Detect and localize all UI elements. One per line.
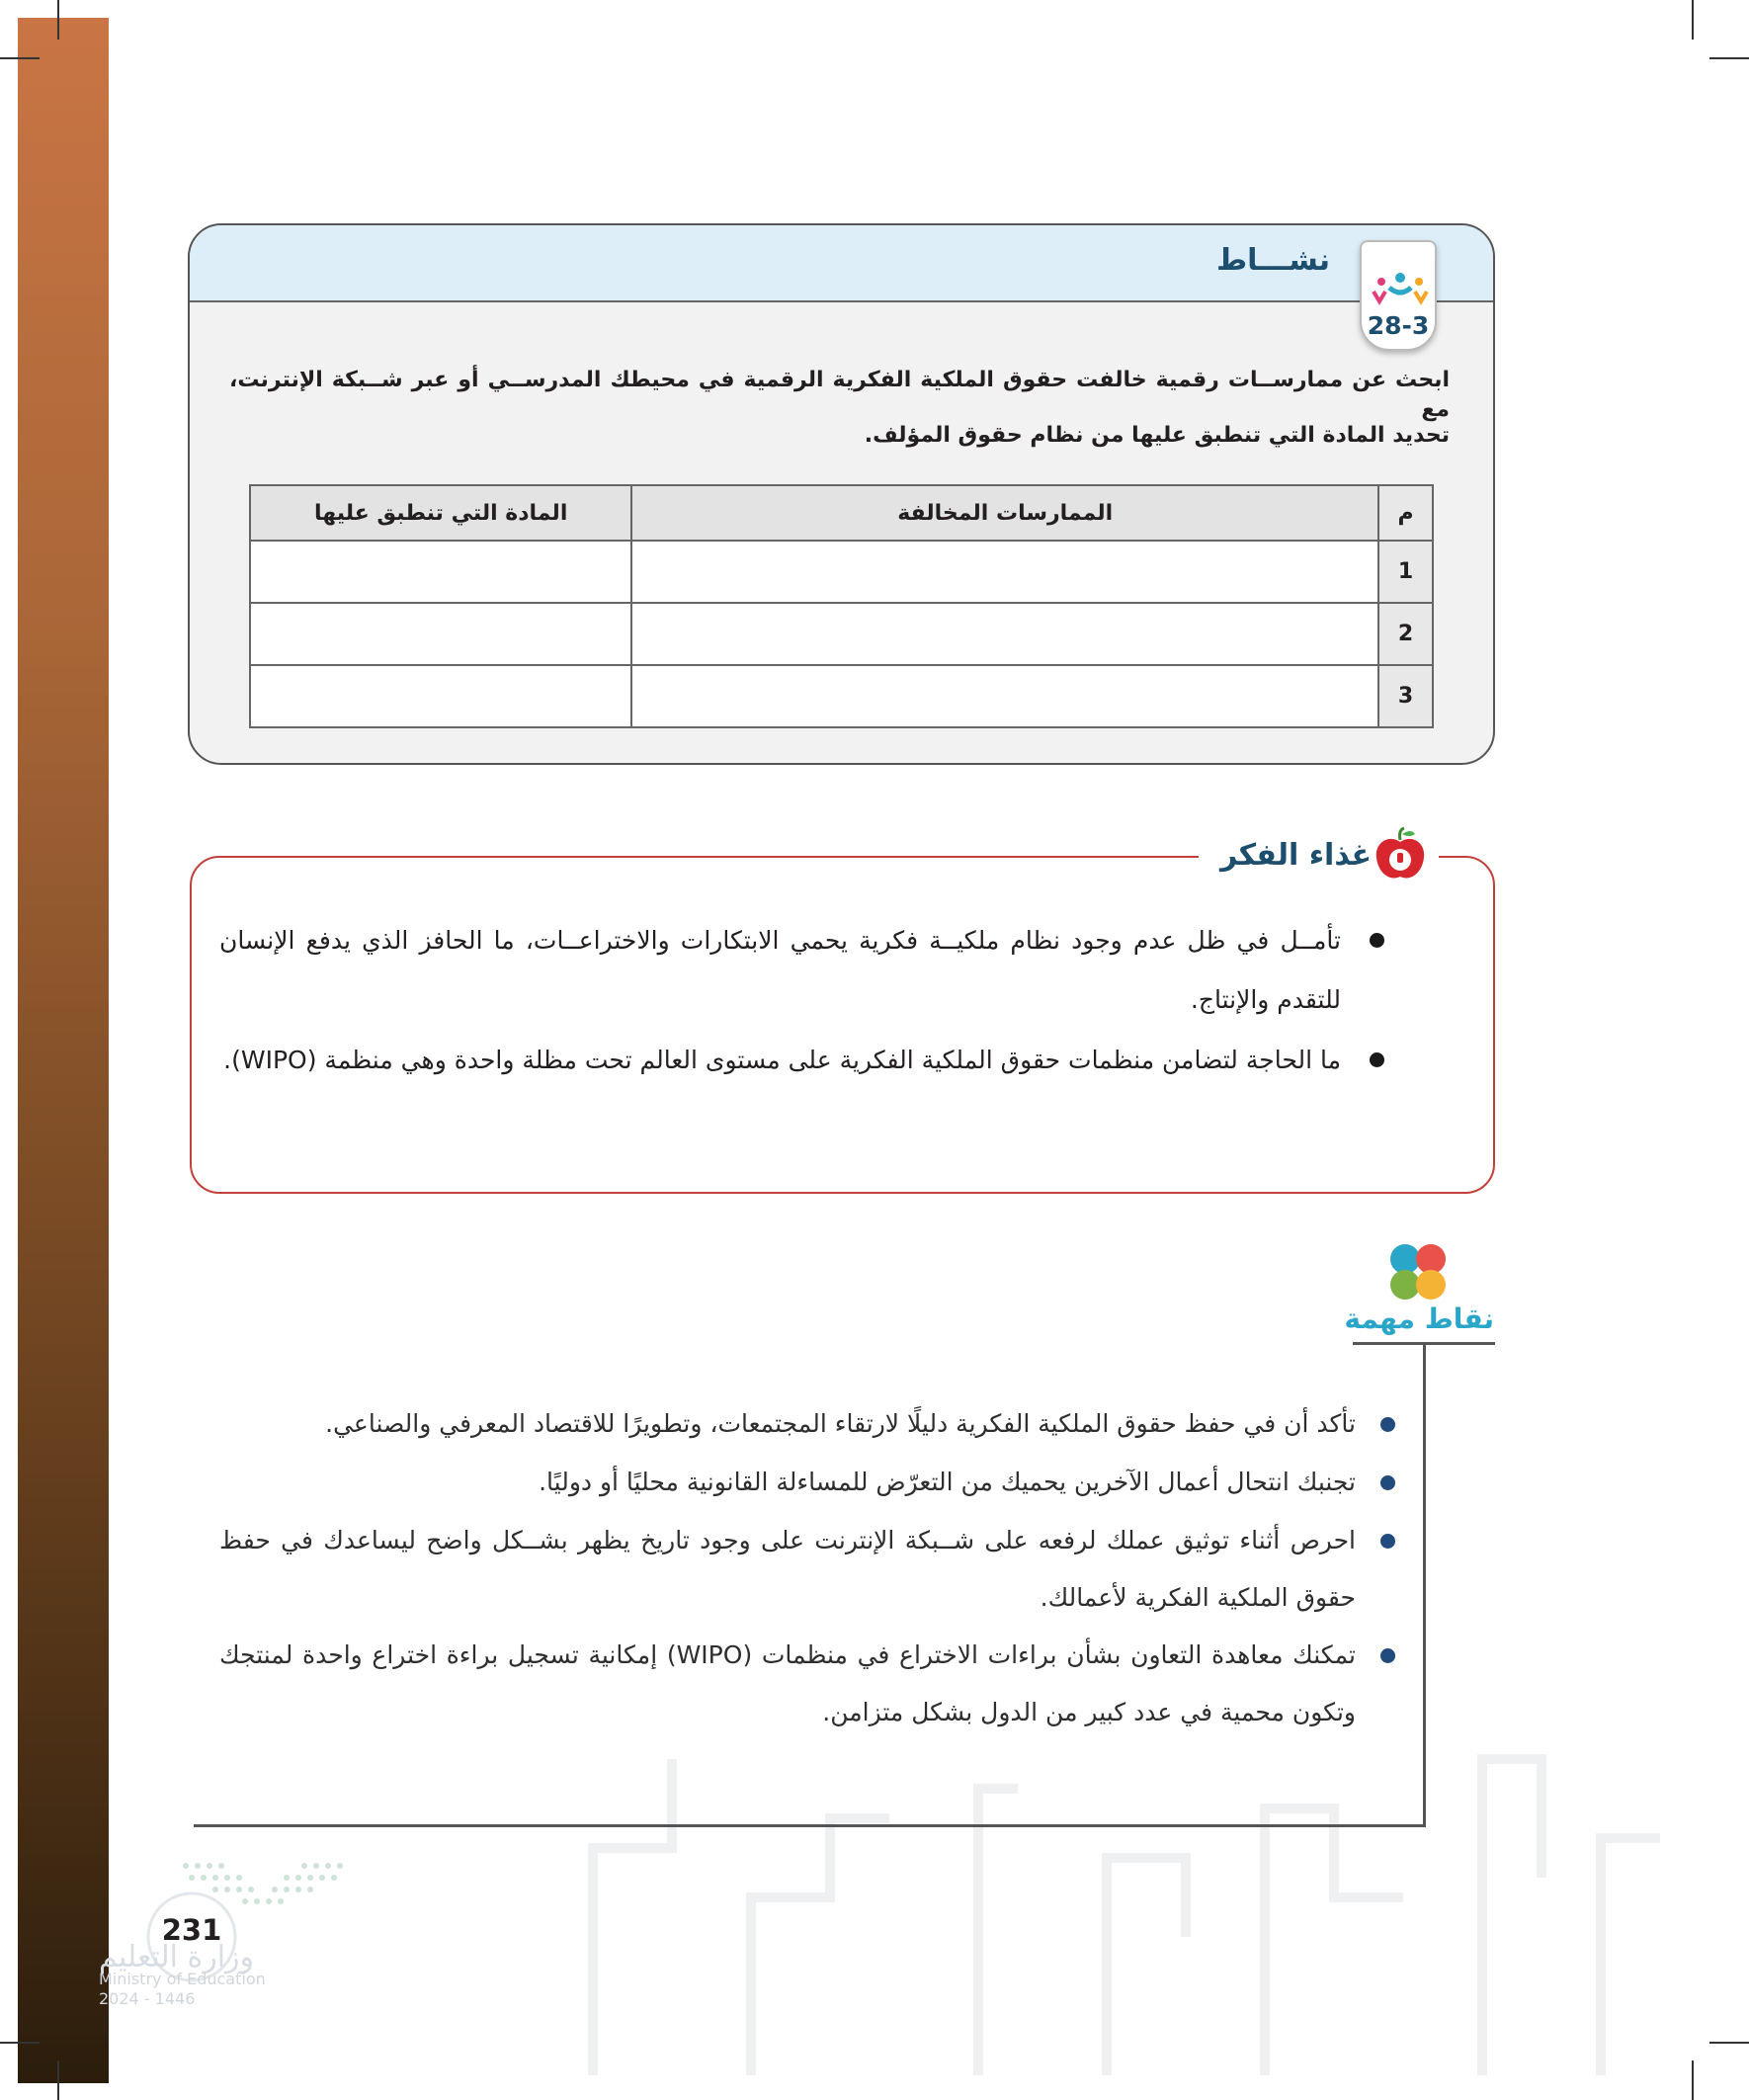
crop-mark [1709, 2042, 1749, 2044]
practice-cell[interactable] [631, 665, 1378, 727]
food-for-thought-heading [1199, 826, 1439, 883]
activity-instruction-line-1: ابحث عن ممارســات رقمية خالفت حقوق الملكية الفكرية الرقمية في محيطك المدرســي أو عبر شــبكة الإنترنت، مع [229, 368, 1450, 422]
activity-instruction-line-2: تحديد المادة التي تنطبق عليها من نظام حقوق المؤلف. [864, 423, 1450, 448]
header-practices: الممارسات المخالفة [631, 485, 1378, 541]
edition-year: 2024 - 1446 [99, 1989, 196, 2008]
activity-header [190, 225, 1493, 302]
crop-mark [0, 2042, 40, 2044]
header-article: المادة التي تنطبق عليها [250, 485, 631, 541]
table-header-row [250, 485, 1433, 541]
points-divider [1423, 1342, 1426, 1826]
row-index: 3 [1378, 665, 1433, 727]
table-row [250, 541, 1433, 603]
ministry-name-english: Ministry of Education [99, 1970, 266, 1988]
clover-icon [1385, 1241, 1451, 1302]
article-cell[interactable] [250, 541, 631, 603]
table-row [250, 603, 1433, 665]
crop-mark [1692, 2060, 1694, 2100]
crop-mark [1692, 0, 1694, 40]
important-points-title: نقاط مهمة [1344, 1302, 1494, 1335]
header-index: م [1378, 485, 1433, 541]
watermark-pattern [553, 1700, 1690, 2075]
crop-mark [0, 57, 40, 59]
important-point: تأكد أن في حفظ حقوق الملكية الفكرية دليلًا لارتقاء المجتمعات، وتطويرًا للاقتصاد المعرفي والصناعي. [219, 1395, 1356, 1453]
practice-cell[interactable] [631, 541, 1378, 603]
apple-icon [1372, 826, 1429, 883]
table-row [250, 665, 1433, 727]
activity-number-badge [1360, 240, 1437, 351]
article-cell[interactable] [250, 665, 631, 727]
practice-cell[interactable] [631, 603, 1378, 665]
people-icon [1366, 270, 1435, 305]
activity-box [188, 223, 1495, 765]
practices-table [249, 484, 1434, 728]
food-item: تأمــل في ظل عدم وجود نظام ملكيــة فكرية يحمي الابتكارات والاختراعــات، ما الحافز الذي يدفع الإنسان للتقدم والإنتاج. [219, 911, 1341, 1030]
important-point: تمكنك معاهدة التعاون بشأن براءات الاختراع في منظمات (WIPO) إمكانية تسجيل براءة اختراع واحدة لمنتجك وتكون محمية في عدد كبير من الدول بشكل متزامن. [219, 1627, 1356, 1741]
food-for-thought-title: غذاء الفكر [1220, 837, 1373, 873]
row-index: 2 [1378, 603, 1433, 665]
crop-mark [1709, 57, 1749, 59]
points-divider [194, 1824, 1426, 1827]
crop-mark [57, 2060, 59, 2100]
crop-mark [57, 0, 59, 40]
ministry-name-arabic: وزارة التعليم [99, 1940, 255, 1974]
article-cell[interactable] [250, 603, 631, 665]
activity-number: 28-3 [1367, 311, 1430, 340]
activity-title: نشـــاط [1216, 243, 1330, 278]
page-number: 231 [161, 1913, 222, 1947]
important-point: تجنبك انتحال أعمال الآخرين يحميك من التعرّض للمساءلة القانونية محليًا أو دوليًا. [219, 1454, 1356, 1511]
page-edge-band [18, 18, 109, 2083]
important-point: احرص أثناء توثيق عملك لرفعه على شــبكة الإنترنت على وجود تاريخ يظهر بشــكل واضح ليساعدك في حفظ حقوق الملكية الفكرية لأعمالك. [219, 1512, 1356, 1627]
food-item: ما الحاجة لتضامن منظمات حقوق الملكية الفكرية على مستوى العالم تحت مظلة واحدة وهي منظمة (WIPO). [219, 1031, 1341, 1090]
row-index: 1 [1378, 541, 1433, 603]
